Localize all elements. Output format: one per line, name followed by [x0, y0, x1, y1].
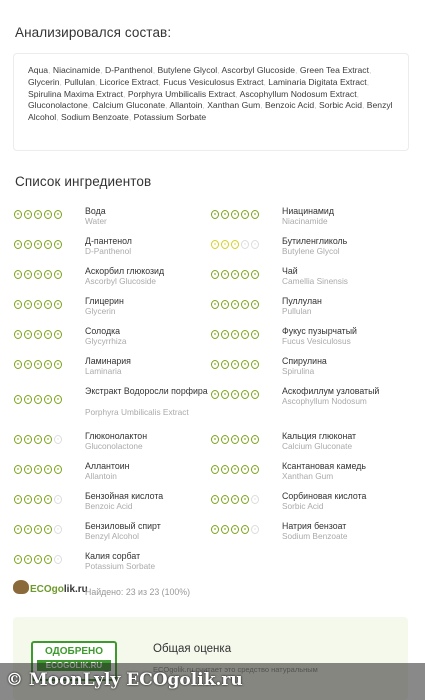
- rating-dot-icon: [34, 210, 42, 219]
- rating-dots-icon: [14, 555, 62, 564]
- rating-dots-icon: [14, 435, 62, 444]
- rating-dot-icon: [241, 300, 249, 309]
- ingredient-name-en: Glycerin: [85, 306, 116, 316]
- rating-dot-icon: [14, 300, 22, 309]
- rating-dot-icon: [34, 270, 42, 279]
- ingredient-item[interactable]: [14, 356, 214, 386]
- rating-dot-icon: [24, 435, 32, 444]
- ingredient-name-en: Xanthan Gum: [282, 471, 334, 481]
- rating-dot-icon: [14, 270, 22, 279]
- rating-dot-icon: [251, 270, 259, 279]
- ingredient-item[interactable]: [211, 236, 411, 266]
- rating-dot-icon: [231, 360, 239, 369]
- composition-ingredient: Spirulina Maxima Extract: [28, 88, 124, 99]
- ingredient-item[interactable]: [211, 431, 411, 461]
- rating-dot-icon: [231, 495, 239, 504]
- watermark-bar: [0, 663, 425, 700]
- ingredient-item[interactable]: [14, 551, 214, 581]
- composition-ingredient: Sorbic Acid: [319, 100, 362, 111]
- rating-dot-icon: [221, 495, 229, 504]
- rating-dot-icon: [211, 525, 219, 534]
- ingredient-name-ru: Калия сорбат: [85, 551, 141, 561]
- rating-dots-icon: [211, 210, 259, 219]
- rating-dot-icon: [251, 240, 259, 249]
- rating-dot-icon: [251, 525, 259, 534]
- composition-ingredient: Benzyl Alcohol: [28, 100, 393, 123]
- rating-dot-icon: [24, 360, 32, 369]
- rating-dot-icon: [54, 300, 62, 309]
- rating-dots-icon: [14, 495, 62, 504]
- rating-dot-icon: [231, 240, 239, 249]
- ingredient-name-ru: Экстракт Водоросли порфира: [85, 386, 208, 396]
- rating-dot-icon: [54, 360, 62, 369]
- composition-ingredient: Calcium Gluconate: [92, 100, 166, 111]
- ingredient-name-en: Porphyra Umbilicalis Extract: [85, 407, 189, 417]
- rating-dot-icon: [54, 270, 62, 279]
- logo-eco-text: ECO: [30, 584, 52, 595]
- ingredient-name-en: Butylene Glycol: [282, 246, 340, 256]
- composition-ingredient: Glycerin: [28, 76, 60, 87]
- rating-dot-icon: [241, 270, 249, 279]
- ingredient-name-en: Laminaria: [85, 366, 122, 376]
- rating-dot-icon: [221, 390, 229, 399]
- ingredient-name-en: Benzoic Acid: [85, 501, 133, 511]
- rating-dots-icon: [211, 390, 259, 399]
- ingredient-item[interactable]: [211, 296, 411, 326]
- rating-dot-icon: [221, 210, 229, 219]
- rating-dot-icon: [14, 330, 22, 339]
- rating-dots-icon: [211, 435, 259, 444]
- ingredient-name-ru: Глицерин: [85, 296, 124, 306]
- ingredient-item[interactable]: [14, 296, 214, 326]
- rating-dot-icon: [44, 300, 52, 309]
- rating-dot-icon: [241, 360, 249, 369]
- rating-dot-icon: [44, 210, 52, 219]
- ingredient-name-ru: Натрия бензоат: [282, 521, 347, 531]
- rating-dots-icon: [211, 495, 259, 504]
- rating-dot-icon: [221, 435, 229, 444]
- ingredient-name-en: Camellia Sinensis: [282, 276, 348, 286]
- rating-dot-icon: [251, 330, 259, 339]
- rating-dot-icon: [24, 555, 32, 564]
- rating-dot-icon: [211, 330, 219, 339]
- ingredient-item[interactable]: [14, 491, 214, 521]
- ingredient-name-ru: Аскофиллум узловатый: [282, 386, 380, 396]
- ingredient-name-en: Niacinamide: [282, 216, 328, 226]
- rating-dots-icon: [14, 330, 62, 339]
- composition-text: Aqua, Niacinamide, D-Panthenol, Butylene Glycol, Ascorbyl Glucoside, Green Tea Extract, Glycerin, Pullulan, Licorice Extract, Fucus Vesiculosus Extract, Laminaria Digitata Extract, Spirulina Maxima Extract, Porphyra Umbilicalis Extract, Ascophyllum Nodosum Extract, Gluconolactone, Calcium Gluconate, Allantoin, Xanthan Gum, Benzoic Acid, Sorbic Acid, Benzyl Alcohol, Sodium Benzoate, Potassium Sorbate: [28, 65, 393, 123]
- rating-dot-icon: [54, 465, 62, 474]
- ingredient-name-ru: Пуллулан: [282, 296, 322, 306]
- ingredient-item[interactable]: [14, 431, 214, 461]
- rating-dot-icon: [44, 555, 52, 564]
- rating-dots-icon: [211, 240, 259, 249]
- rating-dots-icon: [14, 395, 62, 404]
- logo-lik-text: lik.ru: [63, 584, 88, 595]
- rating-dot-icon: [24, 330, 32, 339]
- rating-dot-icon: [221, 330, 229, 339]
- rating-dot-icon: [44, 435, 52, 444]
- composition-ingredient: Sodium Benzoate: [60, 112, 129, 123]
- rating-dot-icon: [24, 525, 32, 534]
- logo-go-text: go: [51, 584, 64, 595]
- ingredient-name-en: Gluconolactone: [85, 441, 143, 451]
- ingredient-name-en: Water: [85, 216, 107, 226]
- rating-dots-icon: [211, 360, 259, 369]
- ingredient-item[interactable]: [211, 461, 411, 491]
- composition-ingredient: Aqua: [28, 65, 49, 75]
- rating-dot-icon: [221, 360, 229, 369]
- rating-dot-icon: [34, 495, 42, 504]
- ingredient-name-ru: Фукус пузырчатый: [282, 326, 357, 336]
- watermark-text: © MoonLyly ECOgolik.ru: [6, 670, 243, 690]
- rating-dot-icon: [241, 210, 249, 219]
- ingredient-item[interactable]: [14, 521, 214, 551]
- rating-dot-icon: [24, 240, 32, 249]
- rating-dot-icon: [44, 240, 52, 249]
- rating-dot-icon: [241, 435, 249, 444]
- rating-dot-icon: [241, 465, 249, 474]
- ingredient-item[interactable]: [211, 266, 411, 296]
- ingredient-name-en: Sodium Benzoate: [282, 531, 348, 541]
- rating-dot-icon: [231, 435, 239, 444]
- rating-dot-icon: [221, 465, 229, 474]
- rating-dot-icon: [211, 240, 219, 249]
- composition-ingredient: Butylene Glycol: [157, 65, 218, 75]
- rating-dot-icon: [34, 465, 42, 474]
- rating-dot-icon: [24, 495, 32, 504]
- rating-dot-icon: [34, 300, 42, 309]
- rabbit-icon: [13, 580, 29, 594]
- rating-dot-icon: [251, 360, 259, 369]
- rating-dot-icon: [14, 435, 22, 444]
- ecogolik-logo[interactable]: [13, 580, 88, 595]
- ingredient-item[interactable]: [211, 386, 411, 416]
- composition-ingredient: Ascorbyl Glucoside: [221, 65, 296, 75]
- ingredient-item[interactable]: [14, 386, 214, 416]
- rating-dot-icon: [44, 395, 52, 404]
- rating-dot-icon: [221, 240, 229, 249]
- composition-ingredient: Fucus Vesiculosus Extract: [163, 76, 264, 87]
- ingredient-name-en: Glycyrrhiza: [85, 336, 127, 346]
- rating-dot-icon: [34, 395, 42, 404]
- rating-dots-icon: [211, 330, 259, 339]
- ingredient-item[interactable]: [14, 236, 214, 266]
- rating-dot-icon: [24, 270, 32, 279]
- rating-dots-icon: [211, 465, 259, 474]
- rating-dots-icon: [14, 270, 62, 279]
- ingredient-name-ru: Вода: [85, 206, 106, 216]
- composition-ingredient: Niacinamide: [52, 65, 101, 75]
- rating-dot-icon: [231, 300, 239, 309]
- rating-dot-icon: [221, 525, 229, 534]
- ingredient-name-ru: Бензиловый спирт: [85, 521, 161, 531]
- analyzed-composition-title: Анализировался состав:: [15, 25, 172, 40]
- ingredient-name-en: Fucus Vesiculosus: [282, 336, 351, 346]
- rating-dot-icon: [44, 360, 52, 369]
- rating-dot-icon: [211, 435, 219, 444]
- rating-dot-icon: [211, 270, 219, 279]
- rating-dot-icon: [241, 240, 249, 249]
- rating-dots-icon: [211, 270, 259, 279]
- rating-dot-icon: [54, 330, 62, 339]
- composition-ingredient: Xanthan Gum: [207, 100, 261, 111]
- ingredient-name-ru: Глюконолактон: [85, 431, 148, 441]
- rating-dots-icon: [14, 465, 62, 474]
- ingredient-name-en: Spirulina: [282, 366, 315, 376]
- rating-dot-icon: [221, 300, 229, 309]
- rating-dot-icon: [231, 390, 239, 399]
- rating-dot-icon: [34, 525, 42, 534]
- ingredient-item[interactable]: [14, 461, 214, 491]
- composition-ingredient: Licorice Extract: [99, 76, 159, 87]
- composition-ingredient: D-Panthenol: [104, 65, 153, 75]
- rating-dot-icon: [221, 270, 229, 279]
- ingredient-name-ru: Кальция глюконат: [282, 431, 357, 441]
- composition-ingredient: Pullulan: [64, 76, 95, 87]
- rating-dot-icon: [14, 395, 22, 404]
- rating-dot-icon: [231, 210, 239, 219]
- footer-row: [13, 580, 413, 604]
- ingredient-name-ru: Ниацинамид: [282, 206, 334, 216]
- ingredient-name-en: Allantoin: [85, 471, 117, 481]
- rating-dots-icon: [14, 240, 62, 249]
- rating-dots-icon: [14, 360, 62, 369]
- rating-dot-icon: [34, 435, 42, 444]
- rating-dot-icon: [44, 270, 52, 279]
- ingredient-name-ru: Аллантоин: [85, 461, 130, 471]
- rating-dot-icon: [54, 395, 62, 404]
- rating-dot-icon: [14, 210, 22, 219]
- ingredients-list-title: Список ингредиентов: [15, 174, 152, 189]
- ingredient-name-ru: Солодка: [85, 326, 121, 336]
- ingredient-item[interactable]: [14, 206, 214, 236]
- ingredient-name-ru: Спирулина: [282, 356, 327, 366]
- rating-dot-icon: [211, 210, 219, 219]
- rating-dot-icon: [241, 525, 249, 534]
- composition-ingredient: Porphyra Umbilicalis Extract: [127, 88, 236, 99]
- ingredient-item[interactable]: [211, 206, 411, 236]
- rating-dot-icon: [54, 495, 62, 504]
- rating-dot-icon: [251, 390, 259, 399]
- ingredient-name-ru: Сорбиновая кислота: [282, 491, 367, 501]
- composition-ingredient: Benzoic Acid: [265, 100, 315, 111]
- rating-dot-icon: [14, 465, 22, 474]
- rating-dot-icon: [24, 210, 32, 219]
- badge-approved-text: ОДОБРЕНО: [44, 646, 104, 657]
- ingredient-name-en: D-Panthenol: [85, 246, 132, 256]
- rating-dot-icon: [251, 300, 259, 309]
- ingredient-name-ru: Бутиленгликоль: [282, 236, 348, 246]
- ingredient-name-en: Sorbic Acid: [282, 501, 324, 511]
- rating-dot-icon: [24, 465, 32, 474]
- rating-dot-icon: [211, 300, 219, 309]
- ingredient-item[interactable]: [211, 326, 411, 356]
- rating-dot-icon: [54, 240, 62, 249]
- rating-dot-icon: [211, 465, 219, 474]
- ingredient-name-ru: Д-пантенол: [85, 236, 132, 246]
- rating-dot-icon: [34, 555, 42, 564]
- rating-dots-icon: [14, 300, 62, 309]
- composition-ingredient: Gluconolactone: [28, 100, 88, 111]
- rating-dot-icon: [44, 330, 52, 339]
- rating-dot-icon: [14, 240, 22, 249]
- rating-dot-icon: [24, 300, 32, 309]
- ingredient-name-ru: Чай: [282, 266, 298, 276]
- rating-dot-icon: [251, 495, 259, 504]
- rating-dot-icon: [231, 330, 239, 339]
- rating-dot-icon: [34, 330, 42, 339]
- rating-dot-icon: [24, 395, 32, 404]
- ingredient-item[interactable]: [14, 266, 214, 296]
- ingredient-name-ru: Аскорбил глюкозид: [85, 266, 165, 276]
- rating-dot-icon: [231, 270, 239, 279]
- rating-dots-icon: [14, 525, 62, 534]
- rating-dot-icon: [14, 555, 22, 564]
- rating-dot-icon: [251, 465, 259, 474]
- rating-dot-icon: [54, 210, 62, 219]
- ingredient-name-en: Benzyl Alcohol: [85, 531, 139, 541]
- rating-dot-icon: [211, 360, 219, 369]
- found-count: Найдено: 23 из 23 (100%): [85, 587, 191, 597]
- composition-ingredient: Potassium Sorbate: [133, 112, 207, 123]
- ingredient-item[interactable]: [211, 521, 411, 551]
- ingredient-name-en: Potassium Sorbate: [85, 561, 156, 571]
- ingredient-item[interactable]: [211, 491, 411, 521]
- rating-dot-icon: [54, 525, 62, 534]
- rating-dot-icon: [241, 390, 249, 399]
- ingredient-name-ru: Бензойная кислота: [85, 491, 164, 501]
- ingredient-item[interactable]: [211, 356, 411, 386]
- rating-dot-icon: [251, 435, 259, 444]
- rating-dot-icon: [211, 495, 219, 504]
- rating-dot-icon: [231, 525, 239, 534]
- rating-dot-icon: [241, 330, 249, 339]
- rating-dot-icon: [231, 465, 239, 474]
- ingredient-name-en: Calcium Gluconate: [282, 441, 353, 451]
- ingredient-item[interactable]: [14, 326, 214, 356]
- rating-dot-icon: [44, 495, 52, 504]
- rating-dot-icon: [251, 210, 259, 219]
- rating-dot-icon: [34, 360, 42, 369]
- rating-dot-icon: [241, 495, 249, 504]
- ingredient-name-ru: Ксантановая камедь: [282, 461, 366, 471]
- rating-dot-icon: [14, 495, 22, 504]
- rating-dot-icon: [34, 240, 42, 249]
- ingredient-name-ru: Ламинария: [85, 356, 131, 366]
- composition-ingredient: Allantoin: [169, 100, 203, 111]
- rating-dots-icon: [211, 300, 259, 309]
- ingredient-name-en: Ascorbyl Glucoside: [85, 276, 157, 286]
- ingredient-name-en: Pullulan: [282, 306, 312, 316]
- overall-rating-title: Общая оценка: [153, 643, 232, 655]
- composition-ingredient: Ascophyllum Nodosum Extract: [239, 88, 357, 99]
- rating-dots-icon: [211, 525, 259, 534]
- rating-dot-icon: [54, 435, 62, 444]
- composition-ingredient: Laminaria Digitata Extract: [268, 76, 367, 87]
- rating-dot-icon: [14, 360, 22, 369]
- rating-dot-icon: [211, 390, 219, 399]
- rating-dots-icon: [14, 210, 62, 219]
- rating-dot-icon: [44, 525, 52, 534]
- composition-box: [13, 53, 409, 151]
- composition-ingredient: Green Tea Extract: [299, 65, 369, 75]
- rating-dot-icon: [14, 525, 22, 534]
- rating-dot-icon: [44, 465, 52, 474]
- rating-dot-icon: [54, 555, 62, 564]
- ingredient-name-en: Ascophyllum Nodosum: [282, 396, 367, 406]
